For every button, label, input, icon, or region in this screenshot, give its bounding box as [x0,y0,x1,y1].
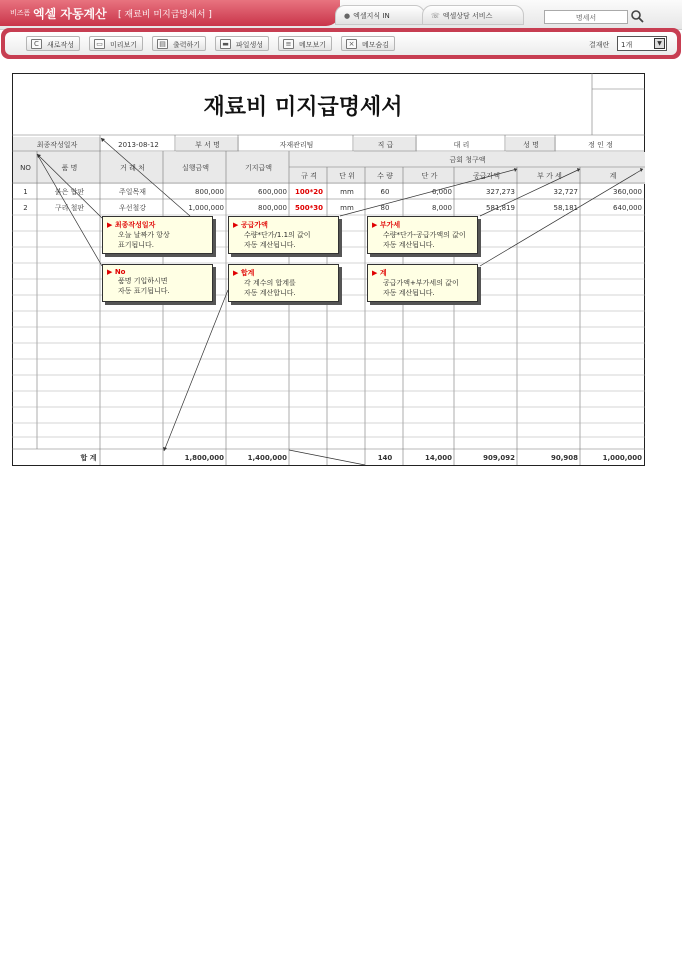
header-price: 단 가 [404,168,455,184]
row1-price[interactable]: 6,000 [431,188,452,196]
preview-button-label: 미리보기 [110,41,138,49]
new-button-label: 새로작성 [47,41,75,49]
header-qty: 수 량 [366,168,404,184]
tab-excel-knowledge[interactable] [335,5,425,25]
memo-hide-button[interactable] [341,36,395,51]
note-supply-line1: 수량*단가/1.1의 값이 [244,231,311,239]
totals-paid: 1,400,000 [247,454,287,462]
dept-label: 부 서 명 [176,137,239,152]
note-date-line1: 오늘 날짜가 항상 [118,231,170,239]
brand-name: 엑셀 자동계산 [33,7,107,21]
approval-label: 결재란 [589,41,610,49]
row2-total: 640,000 [613,204,642,212]
header-no: NO [13,152,38,184]
toolbar [1,28,681,59]
toolbar-inner [5,32,677,55]
note-no-line1: 품명 기입하시면 [118,277,168,285]
note-sum [228,264,339,302]
header-supply: 공급가액 [455,168,518,184]
row1-actual[interactable]: 800,000 [195,188,224,196]
document-title: [ 재료비 미지급명세서 ] [118,10,212,20]
row2-actual[interactable]: 1,000,000 [188,204,224,212]
row2-qty[interactable]: 80 [380,204,390,212]
note-sum-line1: 각 계수의 합계를 [244,279,296,287]
totals-label: 합 계 [80,454,97,462]
note-total-line1: 공급가액+부가세의 값이 [383,279,459,287]
row2-price[interactable]: 8,000 [431,204,452,212]
note-supply-line2: 자동 계산됩니다. [244,241,296,249]
row1-spec[interactable]: 100*20 [294,188,323,196]
approval-select-value: 1개 [621,41,633,49]
phone-icon: ☏ [431,12,440,20]
print-icon: ▤ [157,39,168,49]
sheet-title: 재료비 미지급명세서 [203,94,403,120]
note-total-title-text: 계 [379,269,387,277]
header-paid: 기지급액 [227,152,290,184]
totals-qty: 140 [377,454,393,462]
totals-supply: 909,092 [483,454,515,462]
totals-price: 14,000 [424,454,452,462]
row2-no: 2 [23,204,28,212]
row1-vat: 32,727 [553,188,578,196]
approval-select[interactable] [617,36,667,51]
row2-spec[interactable]: 500*30 [294,204,323,212]
row1-total: 360,000 [613,188,642,196]
row1-paid[interactable]: 600,000 [258,188,287,196]
location-pin-icon: ● [344,12,351,20]
dept-value[interactable]: 자재관리팀 [279,140,314,149]
row2-supply: 581,819 [486,204,515,212]
note-vat-title-text: 부가세 [379,221,401,229]
rank-value[interactable]: 대 리 [453,140,470,149]
tab-excel-consult[interactable] [422,5,524,25]
note-no-title: ▶ No [107,268,126,276]
row2-unit[interactable]: mm [340,204,354,212]
search-icon[interactable] [630,9,644,23]
tab-excel-knowledge-label: 엑셀지식 IN [353,12,390,20]
folder-icon: ▬ [220,39,231,49]
person-value[interactable]: 정 인 정 [588,140,613,149]
brand-small-label: 비즈폼 [10,9,31,17]
totals-actual: 1,800,000 [184,454,224,462]
note-no-line2: 자동 표기됩니다. [118,287,170,295]
search-input[interactable]: 명세서 [544,10,628,24]
note-no [102,264,213,302]
note-sum-line2: 자동 계산합니다. [244,289,296,297]
note-date-title-text: 최종작성일자 [114,221,156,229]
header-unit: 단 위 [328,168,366,184]
note-vat [367,216,478,254]
note-vat-line2: 자동 계산됩니다. [383,241,435,249]
date-label: 최종작성일자 [13,137,101,152]
note-date-title: ▶ 최종작성일자 [107,221,156,229]
row1-item[interactable]: 붉은 합판 [54,188,85,196]
note-total [367,264,478,302]
header-item: 품 명 [38,152,101,184]
totals-vat: 90,908 [550,454,578,462]
refresh-icon: C [31,39,42,49]
note-vat-title: ▶ 부가세 [372,221,401,229]
new-button[interactable] [26,36,80,51]
print-button-label: 출력하기 [173,41,201,49]
tab-excel-consult-label: 엑셀상담 서비스 [442,12,493,20]
note-supply-title: ▶ 공급가액 [233,221,268,229]
note-total-line2: 자동 계산됩니다. [383,289,435,297]
close-icon: × [346,39,357,49]
row2-vat: 58,181 [553,204,578,212]
print-button[interactable] [152,36,206,51]
row1-vendor[interactable]: 주일목재 [118,188,147,196]
row1-supply: 327,273 [486,188,515,196]
header-total: 계 [581,168,645,184]
note-date-line2: 표기됩니다. [118,241,155,249]
totals-total: 1,000,000 [602,454,642,462]
note-no-title-text: No [114,268,126,276]
header-spec: 규 격 [290,168,328,184]
row1-unit[interactable]: mm [340,188,354,196]
row2-vendor[interactable]: 우선철강 [118,204,147,212]
header-vendor: 거 래 처 [101,152,164,184]
person-label: 성 명 [506,137,556,152]
monitor-icon: ▭ [94,39,105,49]
brand-banner [0,0,340,26]
note-supply [228,216,339,254]
file-create-button-label: 파일생성 [236,41,264,49]
note-vat-line1: 수량*단가-공급가액의 값이 [383,231,466,239]
note-total-title: ▶ 계 [372,269,387,277]
memo-show-button[interactable] [278,36,332,51]
memo-show-button-label: 메모보기 [299,41,327,49]
row1-qty[interactable]: 60 [380,188,390,196]
row2-item[interactable]: 구리 철판 [54,204,85,212]
row1-no: 1 [23,188,28,196]
header-vat: 부 가 세 [518,168,581,184]
note-supply-title-text: 공급가액 [240,221,268,229]
memo-icon: ≡ [283,39,294,49]
chevron-down-icon[interactable]: ▼ [654,38,665,49]
top-bar [0,0,682,30]
row2-paid[interactable]: 800,000 [258,204,287,212]
rank-label: 직 급 [354,137,417,152]
preview-button[interactable] [89,36,143,51]
memo-hide-button-label: 메모숨김 [362,41,390,49]
header-actual: 실행금액 [164,152,227,184]
header-claim: 금회 청구액 [290,152,645,168]
note-date [102,216,213,254]
file-create-button[interactable] [215,36,269,51]
note-sum-title-text: 합계 [240,269,255,277]
note-sum-title: ▶ 합계 [233,269,255,277]
date-value[interactable]: 2013-08-12 [118,140,159,149]
